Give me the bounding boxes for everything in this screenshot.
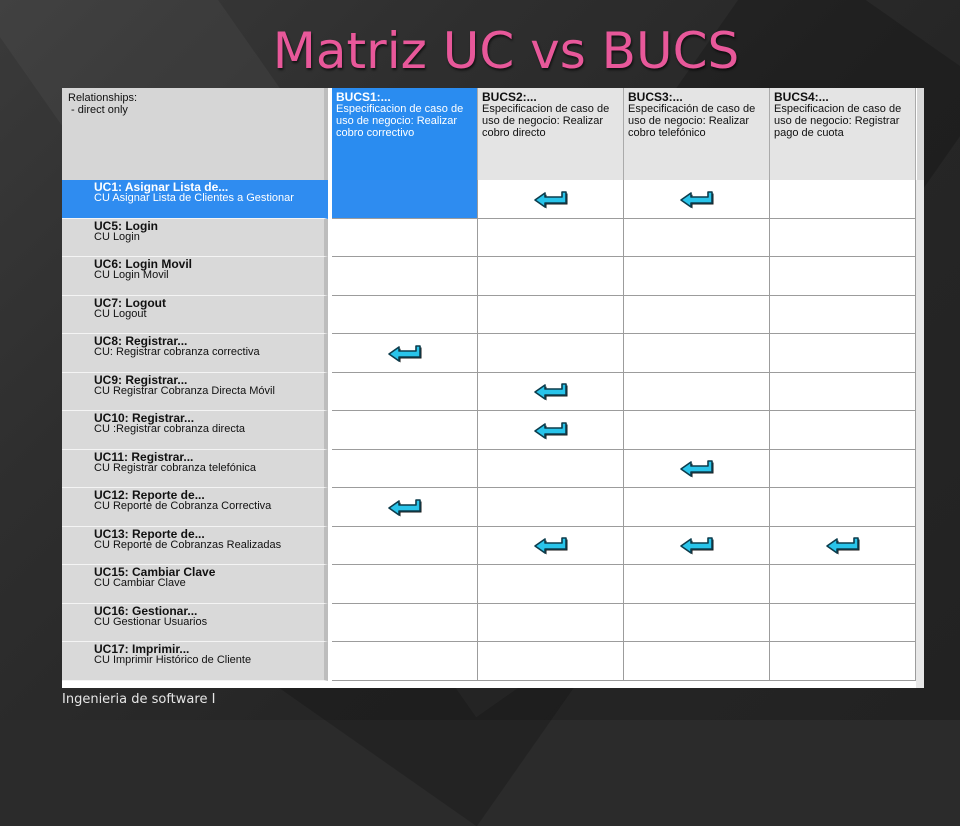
matrix-cell[interactable]: [478, 604, 624, 643]
matrix-cell[interactable]: [770, 373, 916, 412]
matrix-cell[interactable]: [478, 334, 624, 373]
matrix-cell[interactable]: [478, 565, 624, 604]
matrix-cell[interactable]: [624, 180, 770, 219]
row-header-uc[interactable]: [62, 334, 328, 373]
matrix-cell[interactable]: [332, 488, 478, 527]
relationships-label: Relationships:: [68, 92, 138, 104]
relationship-arrow-icon: [824, 535, 862, 555]
matrix-cell[interactable]: [478, 296, 624, 335]
matrix-cell[interactable]: [624, 642, 770, 681]
row-header-title: UC9: Registrar...: [94, 372, 188, 387]
column-header-title: BUCS4:...: [774, 90, 829, 104]
matrix-cell[interactable]: [770, 604, 916, 643]
matrix-cell[interactable]: [332, 604, 478, 643]
matrix-cell[interactable]: [770, 642, 916, 681]
matrix-cell[interactable]: [332, 527, 478, 566]
relationship-arrow-icon: [532, 535, 570, 555]
row-header-uc[interactable]: [62, 565, 328, 604]
row-header-description: CU Reporte de Cobranza Correctiva: [94, 500, 272, 512]
row-header-title: UC15: Cambiar Clave: [94, 565, 216, 579]
matrix-cell[interactable]: [770, 257, 916, 296]
row-header-uc[interactable]: [62, 642, 328, 681]
row-header-uc[interactable]: [62, 604, 328, 643]
row-header-uc[interactable]: [62, 450, 328, 489]
column-header-description: Especificacion de caso de uso de negocio: Registrar pago de cuota: [774, 103, 902, 139]
matrix-cell[interactable]: [478, 642, 624, 681]
row-header-description: CU Registrar cobranza telefónica: [94, 461, 257, 474]
matrix-cell[interactable]: [332, 565, 478, 604]
relationship-arrow-icon: [678, 458, 716, 478]
matrix-cell[interactable]: [624, 450, 770, 489]
column-header-title: BUCS3:...: [628, 90, 683, 104]
row-header-description: CU :Registrar cobranza directa: [94, 423, 246, 435]
matrix-cell[interactable]: [332, 219, 478, 258]
matrix-cell[interactable]: [624, 296, 770, 335]
row-header-description: CU: Registrar cobranza correctiva: [94, 346, 260, 358]
row-header-title: UC11: Registrar...: [94, 449, 194, 464]
matrix-cell[interactable]: [624, 488, 770, 527]
slide-title: Matriz UC vs BUCS: [272, 22, 740, 80]
matrix-cell[interactable]: [332, 373, 478, 412]
matrix-cell[interactable]: [478, 527, 624, 566]
matrix-cell[interactable]: [624, 411, 770, 450]
matrix-corner-header: [62, 88, 328, 180]
matrix-cell[interactable]: [624, 527, 770, 566]
matrix-cell[interactable]: [624, 373, 770, 412]
row-header-uc[interactable]: [62, 296, 328, 335]
matrix-cell[interactable]: [624, 257, 770, 296]
row-header-title: UC10: Registrar...: [94, 411, 195, 425]
row-header-title: UC6: Login Movil: [94, 257, 192, 271]
column-header-bucs2[interactable]: [478, 88, 624, 180]
row-header-description: CU Logout: [94, 307, 147, 320]
row-header-description: CU Registrar Cobranza Directa Móvil: [94, 384, 275, 397]
matrix-cell[interactable]: [478, 450, 624, 489]
matrix-cell[interactable]: [624, 334, 770, 373]
matrix-cell[interactable]: [332, 411, 478, 450]
matrix-cell[interactable]: [478, 257, 624, 296]
relationship-arrow-icon: [386, 497, 424, 517]
matrix-cell[interactable]: [332, 334, 478, 373]
matrix-cell[interactable]: [332, 180, 478, 219]
row-header-description: CU Asignar Lista de Clientes a Gestionar: [94, 192, 294, 204]
relationship-matrix: [62, 88, 924, 688]
slide-footer: Ingenieria de software I: [62, 692, 216, 707]
relationships-filter: - direct only: [68, 104, 128, 116]
column-header-description: Especificacion de caso de uso de negocio: Realizar cobro correctivo: [336, 103, 464, 139]
column-header-title: BUCS2:...: [482, 90, 537, 104]
row-header-title: UC12: Reporte de...: [94, 488, 205, 502]
matrix-cell[interactable]: [624, 219, 770, 258]
row-header-uc[interactable]: [62, 488, 328, 527]
row-header-uc[interactable]: [62, 411, 328, 450]
row-header-title: UC8: Registrar...: [94, 334, 188, 348]
row-header-title: UC1: Asignar Lista de...: [94, 180, 229, 194]
matrix-cell[interactable]: [478, 219, 624, 258]
row-header-title: UC17: Imprimir...: [94, 642, 190, 656]
column-header-description: Especificacion de caso de uso de negocio: Realizar cobro directo: [482, 103, 610, 139]
row-header-uc[interactable]: [62, 180, 328, 219]
relationship-arrow-icon: [678, 189, 716, 209]
row-header-uc[interactable]: [62, 219, 328, 258]
row-header-title: UC7: Logout: [94, 295, 166, 310]
relationship-arrow-icon: [678, 535, 716, 555]
row-header-description: CU Cambiar Clave: [94, 577, 186, 589]
matrix-cell[interactable]: [770, 219, 916, 258]
matrix-cell[interactable]: [332, 450, 478, 489]
matrix-cell[interactable]: [478, 180, 624, 219]
matrix-cell[interactable]: [770, 488, 916, 527]
row-header-uc[interactable]: [62, 257, 328, 296]
matrix-cell[interactable]: [332, 296, 478, 335]
row-header-title: UC5: Login: [94, 218, 158, 233]
row-header-description: CU Reporte de Cobranzas Realizadas: [94, 538, 282, 551]
relationship-arrow-icon: [386, 343, 424, 363]
row-header-description: CU Imprimir Histórico de Cliente: [94, 654, 252, 666]
row-header-title: UC16: Gestionar...: [94, 603, 198, 618]
row-header-description: CU Gestionar Usuarios: [94, 615, 208, 628]
column-header-bucs4[interactable]: [770, 88, 916, 180]
row-header-uc[interactable]: [62, 527, 328, 566]
matrix-cell[interactable]: [624, 604, 770, 643]
matrix-cell[interactable]: [770, 450, 916, 489]
matrix-cell[interactable]: [332, 257, 478, 296]
matrix-cell[interactable]: [624, 565, 770, 604]
row-header-description: CU Login Movil: [94, 269, 169, 281]
matrix-cell[interactable]: [770, 180, 916, 219]
matrix-cell[interactable]: [478, 373, 624, 412]
matrix-cell[interactable]: [770, 296, 916, 335]
matrix-cell[interactable]: [478, 411, 624, 450]
relationship-arrow-icon: [532, 381, 570, 401]
column-header-title: BUCS1:...: [336, 90, 391, 104]
matrix-cell[interactable]: [770, 411, 916, 450]
matrix-cell[interactable]: [770, 527, 916, 566]
header-filler: [917, 88, 924, 180]
row-header-description: CU Login: [94, 230, 140, 243]
row-header-uc[interactable]: [62, 373, 328, 412]
column-header-bucs1[interactable]: [332, 88, 478, 180]
matrix-cell[interactable]: [332, 642, 478, 681]
column-header-description: Especificación de caso de uso de negocio: Realizar cobro telefónico: [628, 103, 756, 139]
matrix-cell[interactable]: [770, 565, 916, 604]
matrix-cell[interactable]: [478, 488, 624, 527]
matrix-cell[interactable]: [770, 334, 916, 373]
relationship-arrow-icon: [532, 420, 570, 440]
scroll-gap: [916, 180, 924, 688]
relationship-arrow-icon: [532, 189, 570, 209]
row-header-title: UC13: Reporte de...: [94, 526, 205, 541]
column-header-bucs3[interactable]: [624, 88, 770, 180]
